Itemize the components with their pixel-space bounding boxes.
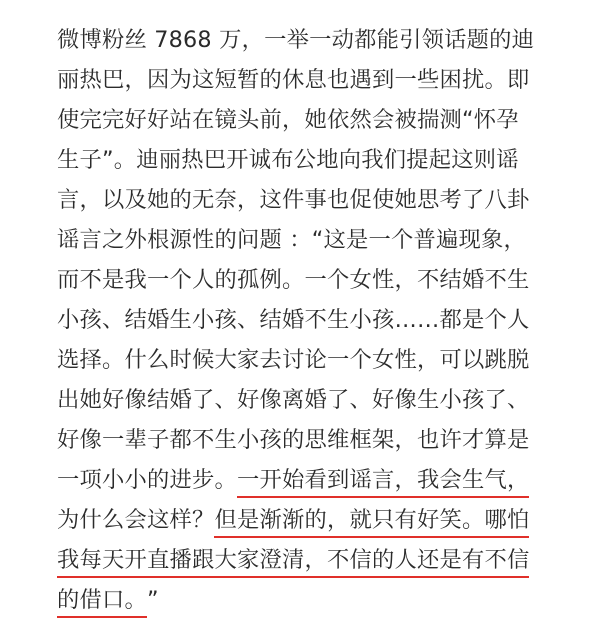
line-text: 言，以及她的无奈，这件事也促使她思考了八卦 <box>57 187 530 213</box>
line-text: 一项小小的进步。 <box>57 467 237 493</box>
paragraph-line-1 <box>57 20 534 60</box>
line-text: 小孩、结婚生小孩、结婚不生小孩……都是个人 <box>57 307 530 333</box>
line-text: 出她好像结婚了、好像离婚了、好像生小孩了、 <box>57 387 530 413</box>
line-text: ” <box>147 587 159 613</box>
line-text: 选择。什么时候大家去讨论一个女性，可以跳脱 <box>57 347 530 373</box>
line-text: 好像一辈子都不生小孩的思维框架，也许才算是 <box>57 427 530 453</box>
paragraph-line-8 <box>57 300 529 340</box>
paragraph-line-14 <box>57 540 529 580</box>
paragraph-line-7 <box>57 260 529 300</box>
line-text: 微博粉丝 7868 万，一举一动都能引领话题的迪 <box>57 27 535 53</box>
paragraph-line-2 <box>57 60 529 100</box>
underlined-quote: 但是渐渐的，就只有好笑。 <box>214 505 484 538</box>
underlined-quote: 一开始看到谣言，我会生气， <box>237 465 529 498</box>
line-text: 而不是我一个人的孤例。一个女性，不结婚不生 <box>57 267 530 293</box>
paragraph-line-13 <box>57 500 529 540</box>
paragraph-line-15 <box>57 580 159 620</box>
line-text: 谣言之外根源性的问题 ：“这是一个普遍现象， <box>57 227 526 253</box>
line-text: 生子”。迪丽热巴开诚布公地向我们提起这则谣 <box>57 147 519 173</box>
paragraph-line-6 <box>57 220 526 260</box>
underlined-quote: 我每天开直播跟大家澄清，不信的人还是有不信 <box>57 545 529 578</box>
paragraph-line-5 <box>57 180 529 220</box>
paragraph-line-9 <box>57 340 529 380</box>
paragraph-line-11 <box>57 420 529 460</box>
underlined-quote: 的借口。 <box>57 585 147 618</box>
line-text: 为什么会这样？ <box>57 507 215 533</box>
paragraph-line-10 <box>57 380 529 420</box>
paragraph-line-12 <box>57 460 529 500</box>
paragraph-line-3 <box>57 100 519 140</box>
line-text: 使完完好好站在镜头前，她依然会被揣测“怀孕 <box>57 107 519 133</box>
line-text: 丽热巴，因为这短暂的休息也遇到一些困扰。即 <box>57 67 530 93</box>
paragraph-line-4 <box>57 140 519 180</box>
underlined-quote: 哪怕 <box>484 505 529 538</box>
